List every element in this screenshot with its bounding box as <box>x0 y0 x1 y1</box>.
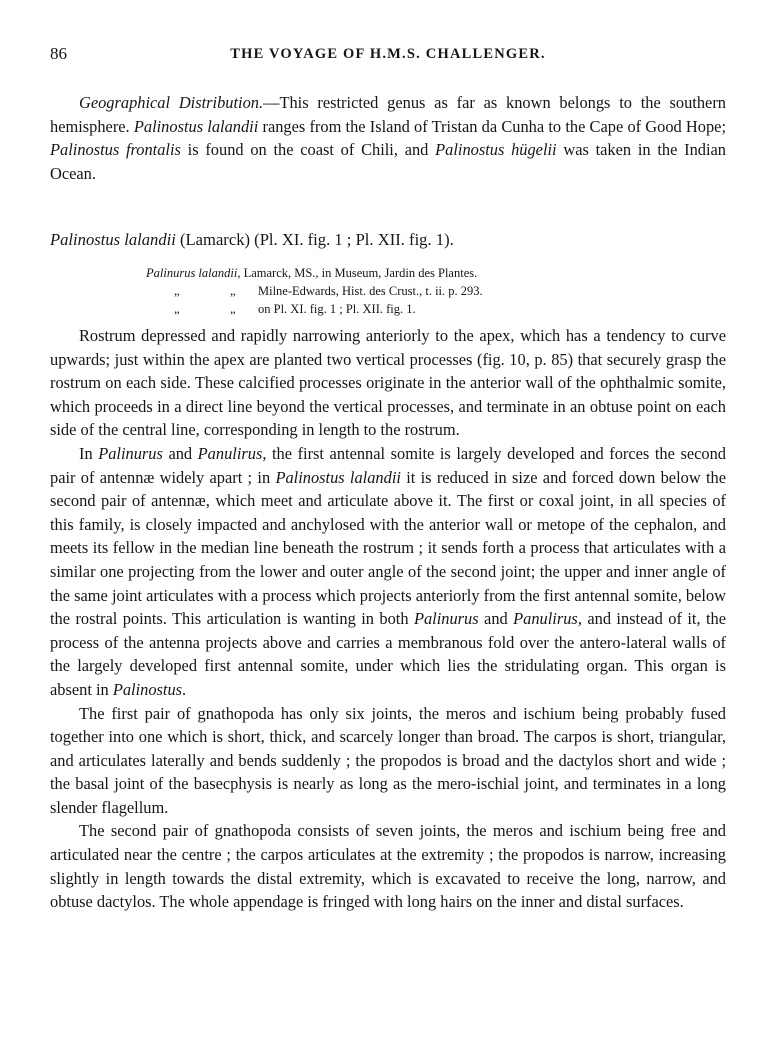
genus-name: Palinurus <box>413 609 479 629</box>
genus-name: Palinurus <box>98 443 163 463</box>
geo-text-1: —This restricted genus as far as known belongs to the southern hemisphere. <box>50 93 726 136</box>
species-heading-authority: (Lamarck) (Pl. XI. fig. 1 ; Pl. XII. fig. 1). <box>175 230 454 249</box>
paragraph-antennal-somite <box>50 442 726 702</box>
paragraph-second-gnathopoda: The second pair of gnathopoda consists of seven joints, the meros and ischium being free and articulated near the centre ; the carpos articulates at the extremity ; the propodos is narrow, increasing slightly in length towards the distal extremity, which is excavated to receive the long, narrow, and obtuse dactylos. The whole appendage is fringed with long hairs on the inner and distal surfaces. <box>50 821 726 912</box>
synonym-name: Palinurus lalandii <box>146 266 238 280</box>
text-run: and <box>162 443 198 463</box>
geo-text-2: ranges from the Island of Tristan da Cunha to the Cape of Good Hope; <box>258 116 726 136</box>
text-run: In <box>79 443 99 463</box>
ditto-mark: „ <box>230 302 236 316</box>
ditto-mark: „ <box>174 284 180 298</box>
ditto-mark: „ <box>174 302 180 316</box>
section-heading-geographical-distribution: Geographical Distribution. <box>79 93 264 112</box>
geo-text-4: was taken in the Indian Ocean. <box>50 140 726 183</box>
running-title: THE VOYAGE OF H.M.S. CHALLENGER. <box>230 46 546 62</box>
ditto-mark: „ <box>230 284 236 298</box>
synonym-citation-1: , Lamarck, MS., in Museum, Jardin des Plantes. <box>237 266 478 280</box>
synonym-citation-2: Milne-Edwards, Hist. des Crust., t. ii. p. 293. <box>258 284 483 298</box>
synonymy-line-2 <box>146 282 586 300</box>
synonymy-list <box>146 264 586 318</box>
text-run: , and instead of it, the process of the antenna projects above and carries a membranous fold over the antero-lateral walls of the largely developed first antennal somite, under which lies the stridulating organ. This organ is absent in <box>50 609 727 699</box>
geographical-distribution-paragraph <box>50 91 726 185</box>
species-name: Palinostus lalandii <box>275 467 401 487</box>
text-run: . <box>182 679 187 699</box>
species-heading <box>50 228 726 252</box>
paragraph-rostrum: Rostrum depressed and rapidly narrowing anteriorly to the apex, which has a tendency to curve upwards; just within the apex are planted two vertical processes (fig. 10, p. 85) that securely grasp the rostrum on each side. These calcified processes originate in the anterior wall of the ophthalmic somite, which proceeds in a direct line beyond the vertical processes, and terminate in an obtuse point on each side of the central line, corresponding in length to the rostrum. <box>50 326 726 440</box>
species-name-frontalis: Palinostus frontalis <box>50 140 181 160</box>
geo-text <box>50 91 726 185</box>
text-run: it is reduced in size and forced down below the second pair of antennæ, which meet and articulate above it. The first or coxal joint, in all species of this family, is closely impacted and anchylosed with the anterior wall or metope of the cephalon, and meets its fellow in the median line beneath the rostrum ; it sends forth a process that articulates with a similar one projecting from the lower and outer angle of the second joint; the upper and inner angle of the same joint articulates with a process which projects anteriorly from the first antennal somite, below the rostral points. This articulation is wanting in both <box>50 467 726 629</box>
text-run: and <box>478 609 514 629</box>
synonymy-line-1 <box>146 264 586 282</box>
genus-name: Panulirus <box>513 609 578 629</box>
species-name-lalandii: Palinostus lalandii <box>133 116 259 136</box>
description-body <box>50 324 726 914</box>
synonym-citation-3: on Pl. XI. fig. 1 ; Pl. XII. fig. 1. <box>258 302 416 316</box>
genus-name: Palinostus <box>112 679 183 699</box>
geo-text-3: is found on the coast of Chili, and <box>180 140 436 160</box>
species-heading-name: Palinostus lalandii <box>50 230 176 249</box>
genus-name: Panulirus <box>197 443 263 463</box>
species-name-hugelii: Palinostus hügelii <box>435 140 557 160</box>
text-run: , the first antennal somite is largely developed and forces the second pair of antennæ widely apart ; in <box>50 443 726 487</box>
page-number: 86 <box>50 44 67 63</box>
page-header <box>50 44 726 68</box>
paragraph-first-gnathopoda: The first pair of gnathopoda has only six joints, the meros and ischium being probably fused together into one which is short, thick, and scarcely longer than broad. The carpos is short, triangular, and articulates laterally and bends suddenly ; the propodos is broad and the dactylos short and wide ; the basal joint of the basecphysis is nearly as long as the mero-ischial joint, and terminates in a long slender flagellum. <box>50 703 726 817</box>
synonymy-line-3 <box>146 300 586 318</box>
